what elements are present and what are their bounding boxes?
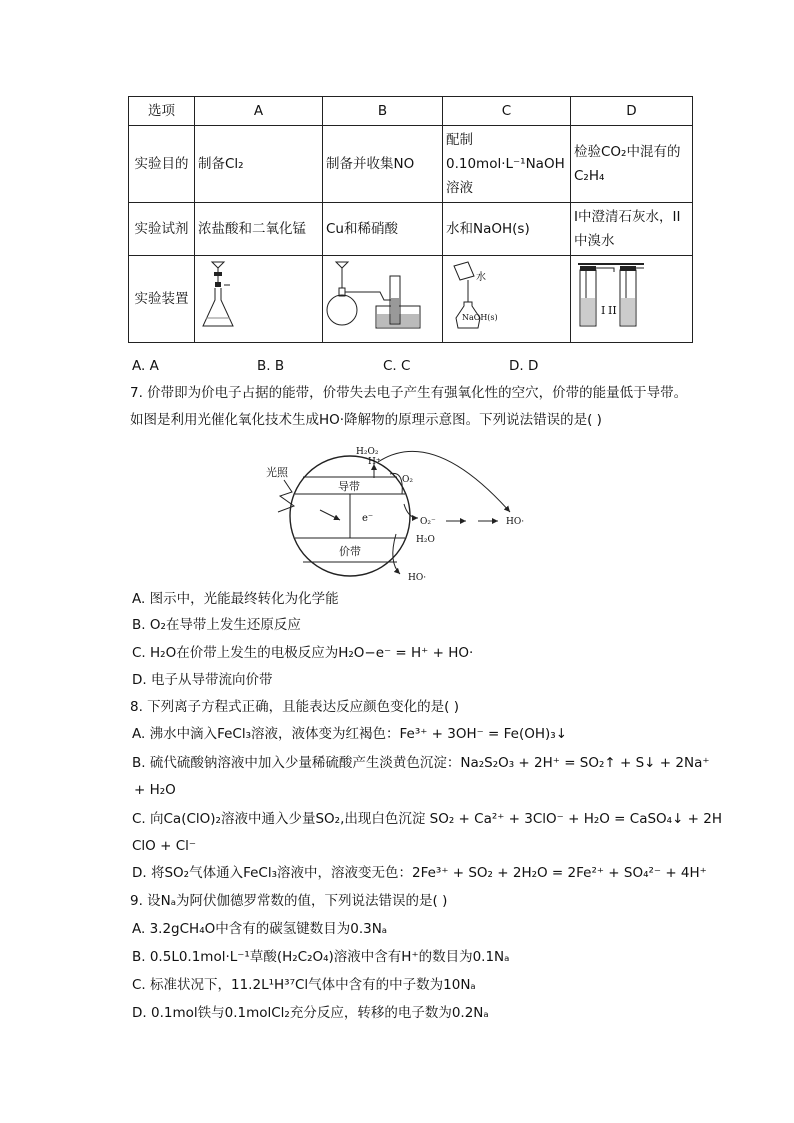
q8-option-b-continued: + H₂O [134,782,176,798]
table-header-cell: D [571,97,693,126]
apparatus-c-cell [443,256,571,343]
apparatus-b-cell [323,256,443,343]
table-header-cell: 选项 [129,97,195,126]
no-collection-apparatus-image [326,258,440,332]
table-cell: I中澄清石灰水，II中溴水 [571,203,693,256]
conduction-band-label: 导带 [338,480,360,493]
q7-option-a[interactable]: A. 图示中，光能最终转化为化学能 [132,591,339,607]
table-cell: 制备Cl₂ [195,126,323,203]
q7-option-d[interactable]: D. 电子从导带流向价带 [132,672,273,688]
hydroxyl-radical-right-label: HO· [506,517,525,527]
q7-stem-line1: 7. 价带即为价电子占据的能带，价带失去电子产生有强氧化性的空穴，价带的能量低于导带。 [130,385,688,401]
tube-ii-label: II [608,304,617,317]
gas-test-apparatus-image [574,258,690,332]
q7-option-b[interactable]: B. O₂在导带上发生还原反应 [132,617,301,633]
table-cell: 检验CO₂中混有的C₂H₄ [571,126,693,203]
table-cell: 配制0.10mol·L⁻¹NaOH溶液 [443,126,571,203]
tube-i-label: I [601,304,606,317]
apparatus-a-cell [195,256,323,343]
table-row [129,256,693,343]
q8-option-c[interactable]: C. 向Ca(ClO)₂溶液中通入少量SO₂,出现白色沉淀 SO₂ + Ca²⁺ + 3ClO⁻ + H₂O = CaSO₄↓ + 2H [132,811,723,827]
solution-prep-apparatus-image [446,258,568,332]
q8-option-b[interactable]: B. 硫代硫酸钠溶液中加入少量稀硫酸产生淡黄色沉淀：Na₂S₂O₃ + 2H⁺ = SO₂↑ + S↓ + 2Na⁺ [132,755,710,771]
q8-stem: 8. 下列离子方程式正确，且能表达反应颜色变化的是( ) [130,699,459,715]
table-cell: 水和NaOH(s) [443,203,571,256]
table-cell: Cu和稀硝酸 [323,203,443,256]
q8-option-a[interactable]: A. 沸水中滴入FeCl₃溶液，液体变为红褐色：Fe³⁺ + 3OH⁻ = Fe(OH)₃↓ [132,726,568,742]
table-header-row [129,97,693,126]
q6-option-d[interactable]: D. D [509,358,539,374]
q9-option-c[interactable]: C. 标准状况下，11.2L¹H³⁷Cl气体中含有的中子数为10Nₐ [132,977,476,993]
water-label: H₂O [416,535,435,545]
experiment-table [128,96,693,343]
o2-label: O₂ [402,475,413,485]
table-row [129,126,693,203]
q6-option-c[interactable]: C. C [383,358,411,374]
table-cell: 制备并收集NO [323,126,443,203]
q9-stem: 9. 设Nₐ为阿伏伽德罗常数的值，下列说法错误的是( ) [130,893,448,909]
h2o2-label: H₂O₂ [356,447,379,457]
table-header-cell: B [323,97,443,126]
table-row [129,203,693,256]
q7-stem-line2: 如图是利用光催化氧化技术生成HO·降解物的原理示意图。下列说法错误的是( ) [130,412,602,428]
q7-option-c[interactable]: C. H₂O在价带上发生的电极反应为H₂O−e⁻ = H⁺ + HO· [132,645,474,661]
table-header-cell: C [443,97,571,126]
q9-option-a[interactable]: A. 3.2gCH₄O中含有的碳氢键数目为0.3Nₐ [132,921,388,937]
q6-option-b[interactable]: B. B [257,358,285,374]
q6-options [132,355,538,377]
hplus-label: H⁺ [368,457,381,467]
q6-option-a[interactable]: A. A [132,358,159,374]
flask-apparatus-image [198,258,318,332]
photocatalysis-diagram [258,434,558,590]
q8-option-c-continued: ClO + Cl⁻ [132,838,196,854]
q8-option-d[interactable]: D. 将SO₂气体通入FeCl₃溶液中，溶液变无色：2Fe³⁺ + SO₂ + 2H₂O = 2Fe²⁺ + SO₄²⁻ + 4H⁺ [132,865,707,881]
electron-label: e⁻ [362,513,374,524]
light-label: 光照 [266,466,288,479]
table-cell: 浓盐酸和二氧化锰 [195,203,323,256]
naoh-label: NaOH(s) [462,313,498,322]
row-label: 实验装置 [129,256,195,343]
q9-option-b[interactable]: B. 0.5L0.1mol·L⁻¹草酸(H₂C₂O₄)溶液中含有H⁺的数目为0.1Nₐ [132,949,510,965]
valence-band-label: 价带 [339,545,361,558]
superoxide-label: O₂⁻ [420,517,436,527]
row-label: 实验试剂 [129,203,195,256]
table-header-cell: A [195,97,323,126]
water-label: 水 [476,272,486,283]
apparatus-d-cell [571,256,693,343]
q9-option-d[interactable]: D. 0.1mol铁与0.1molCl₂充分反应，转移的电子数为0.2Nₐ [132,1005,489,1021]
hydroxyl-radical-bottom-label: HO· [408,573,427,583]
row-label: 实验目的 [129,126,195,203]
